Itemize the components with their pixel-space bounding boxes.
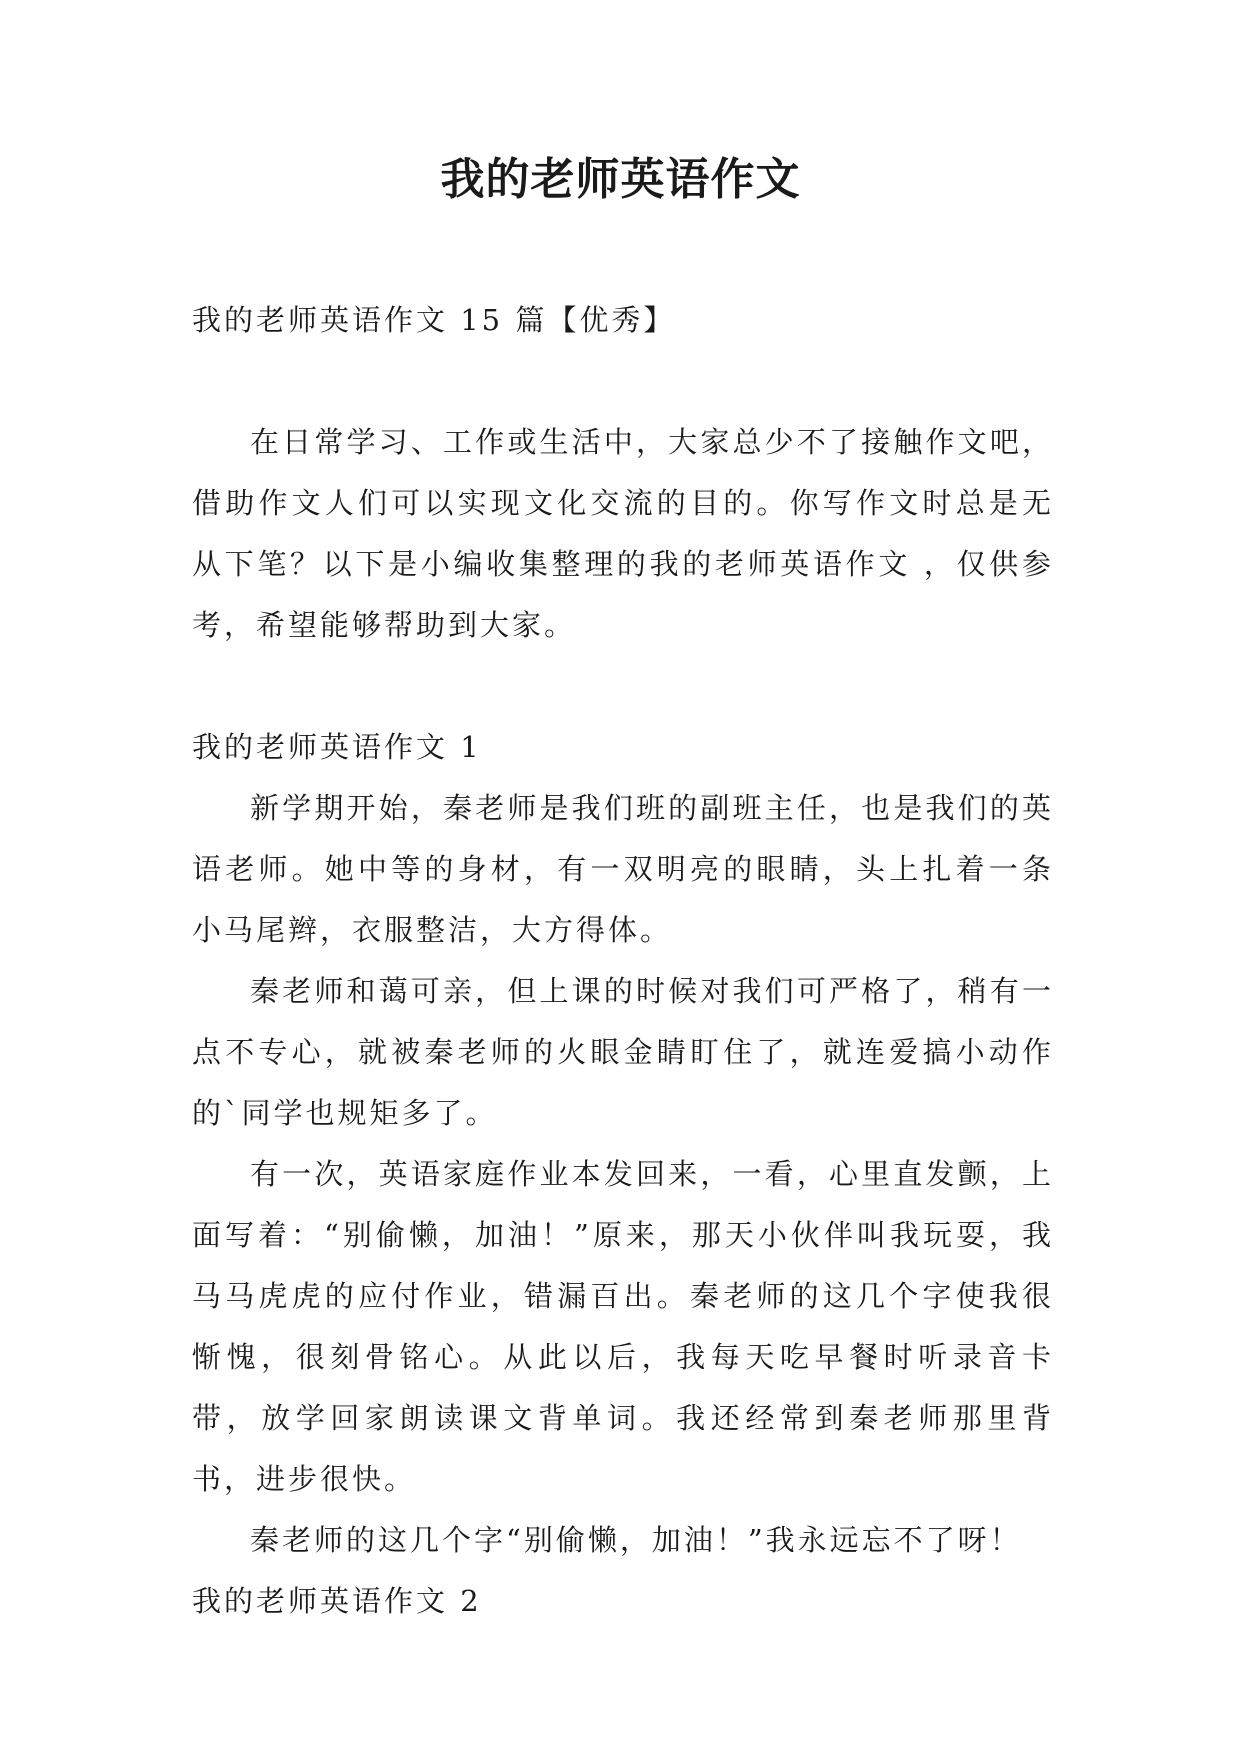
body-paragraph: 秦老师和蔼可亲，但上课的时候对我们可严格了，稍有一点不专心，就被秦老师的火眼金睛盯住了，就连爱搞小动作的`同学也规矩多了。	[192, 974, 1054, 1130]
intro-paragraph: 在日常学习、工作或生活中，大家总少不了接触作文吧，借助作文人们可以实现文化交流的目的。你写作文时总是无从下笔？以下是小编收集整理的我的老师英语作文 ，仅供参考，希望能够帮助到大家。	[192, 425, 1054, 642]
document-title: 我的老师英语作文	[440, 154, 801, 205]
document-subtitle: 我的老师英语作文 15 篇【优秀】	[192, 303, 676, 337]
body-paragraph: 有一次，英语家庭作业本发回来，一看，心里直发颤，上面写着：“别偷懒，加油！”原来，那天小伙伴叫我玩耍，我马马虎虎的应付作业，错漏百出。秦老师的这几个字使我很惭愧，很刻骨铭心。从此以后，我每天吃早餐时听录音卡带，放学回家朗读课文背单词。我还经常到秦老师那里背书，进步很快。	[192, 1157, 1054, 1496]
section-heading: 我的老师英语作文 2	[192, 1584, 482, 1618]
body-paragraph: 新学期开始，秦老师是我们班的副班主任，也是我们的英语老师。她中等的身材，有一双明亮的眼睛，头上扎着一条小马尾辫，衣服整洁，大方得体。	[192, 791, 1054, 947]
section-heading: 我的老师英语作文 1	[192, 730, 482, 764]
document-body	[192, 290, 1054, 1632]
body-paragraph: 秦老师的这几个字“别偷懒，加油！”我永远忘不了呀！	[250, 1523, 1022, 1557]
